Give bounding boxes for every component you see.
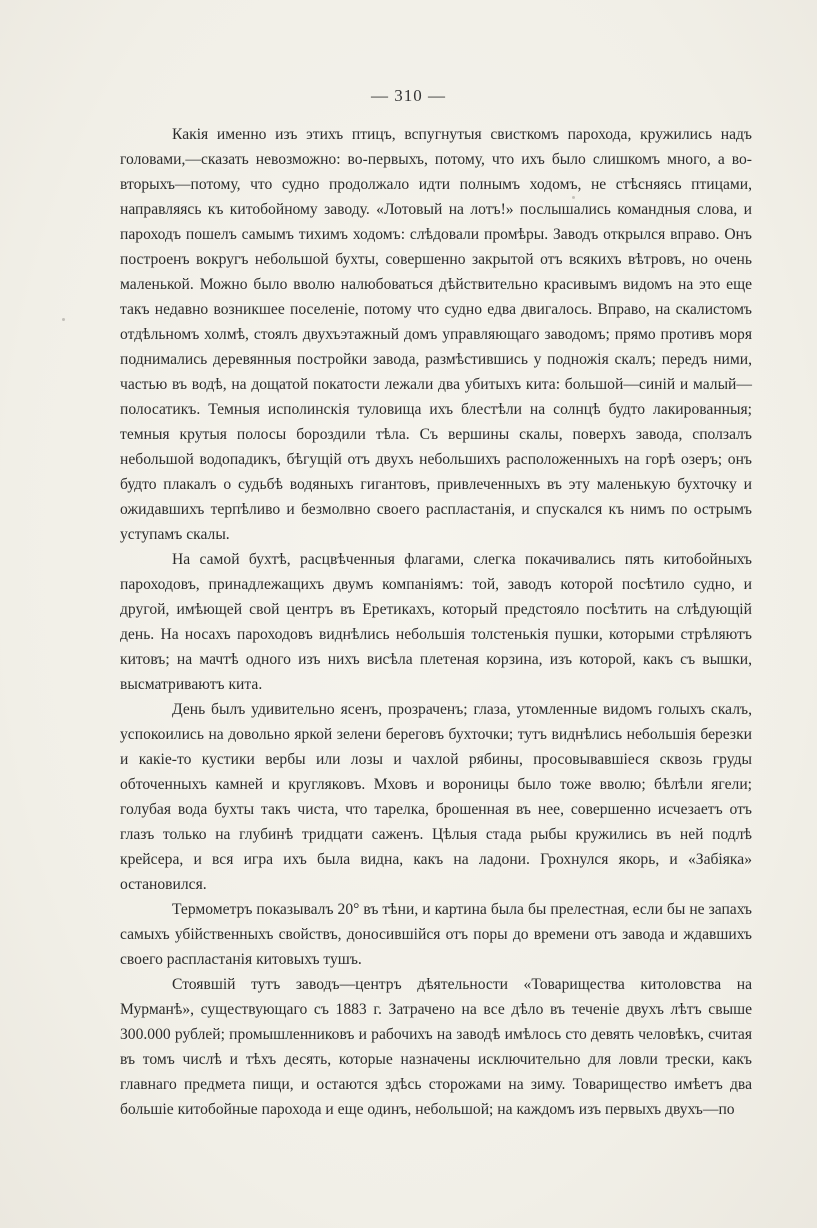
body-text (120, 122, 752, 1122)
paragraph: Стоявшій тутъ заводъ—центръ дѣятельности «Товарищества китоловства на Мурманѣ», существующаго съ 1883 г. Затрачено на все дѣло въ теченіе двухъ лѣтъ свыше 300.000 рублей; промышленниковъ и рабочихъ на заводѣ имѣлось сто девять человѣкъ, считая въ томъ числѣ и тѣхъ десять, которые назначены исключительно для ловли трески, какъ главнаго предмета пищи, и остаются здѣсь сторожами на зиму. Товарищество имѣетъ два большіе китобойные парохода и еще одинъ, небольшой; на каждомъ изъ первыхъ двухъ—по (120, 976, 752, 1118)
page-number: — 310 — (371, 86, 446, 105)
paper-speck (62, 318, 65, 321)
paragraph: На самой бухтѣ, расцвѣченныя флагами, слегка покачивались пять китобойныхъ пароходовъ, принадлежащихъ двумъ компаніямъ: той, заводъ которой посѣтило судно, и другой, имѣющей свой центръ въ Еретикахъ, который предстояло посѣтить на слѣдующій день. На носахъ пароходовъ виднѣлись небольшія толстенькія пушки, которыми стрѣляютъ китовъ; на мачтѣ одного изъ нихъ висѣла плетеная корзина, изъ которой, какъ съ вышки, высматриваютъ кита. (120, 551, 752, 693)
paragraph: День былъ удивительно ясенъ, прозраченъ; глаза, утомленные видомъ голыхъ скалъ, успокоились на довольно яркой зелени береговъ бухточки; тутъ виднѣлись небольшія березки и какіе-то кустики вербы или лозы и чахлой рябины, просовывавшіеся сквозь груды обточенныхъ камней и кругляковъ. Мховъ и вороницы было тоже вволю; бѣлѣли ягели; голубая вода бухты такъ чиста, что тарелка, брошенная въ нее, совершенно исчезаетъ отъ глазъ только на глубинѣ тридцати саженъ. Цѣлыя стада рыбы кружились въ ней подлѣ крейсера, и вся игра ихъ была видна, какъ на ладони. Грохнулся якорь, и «Забіяка» остановился. (120, 701, 752, 893)
paragraph: Какія именно изъ этихъ птицъ, вспугнутыя свисткомъ парохода, кружились надъ головами,—сказать невозможно: во-первыхъ, потому, что ихъ было слишкомъ много, а во-вторыхъ—потому, что судно продолжало идти полнымъ ходомъ, не стѣсняясь птицами, направляясь къ китобойному заводу. «Лотовый на лотъ!» послышались командныя слова, и пароходъ пошелъ самымъ тихимъ ходомъ: слѣдовали промѣры. Заводъ открылся вправо. Онъ построенъ вокругъ небольшой бухты, совершенно закрытой отъ всякихъ вѣтровъ, но очень маленькой. Можно было вволю налюбоваться дѣйствительно красивымъ видомъ на это еще такъ недавно возникшее поселеніе, потому что судно едва двигалось. Вправо, на скалистомъ отдѣльномъ холмѣ, стоялъ двухъэтажный домъ управляющаго заводомъ; прямо противъ моря поднимались деревянныя постройки завода, размѣстившись у подножія скалъ; передъ ними, частью въ водѣ, на дощатой покатости лежали два убитыхъ кита: большой—синій и малый—полосатикъ. Темныя исполинскія туловища ихъ блестѣли на солнцѣ будто лакированныя; темныя крутыя полосы бороздили тѣла. Съ вершины скалы, поверхъ завода, сползалъ небольшой водопадикъ, бѣгущій отъ двухъ небольшихъ расположенныхъ на горѣ озеръ; онъ будто плакалъ о судьбѣ водяныхъ гигантовъ, привлеченныхъ въ эту маленькую бухточку и ожидавшихъ терпѣливо и безмолвно своего распластанія, и спускался къ нимъ по острымъ уступамъ скалы. (120, 126, 752, 543)
paragraph: Термометръ показывалъ 20° въ тѣни, и картина была бы прелестная, если бы не запахъ самыхъ убійственныхъ свойствъ, доносившійся отъ поры до времени отъ завода и ждавшихъ своего распластанія китовыхъ тушъ. (120, 901, 752, 968)
